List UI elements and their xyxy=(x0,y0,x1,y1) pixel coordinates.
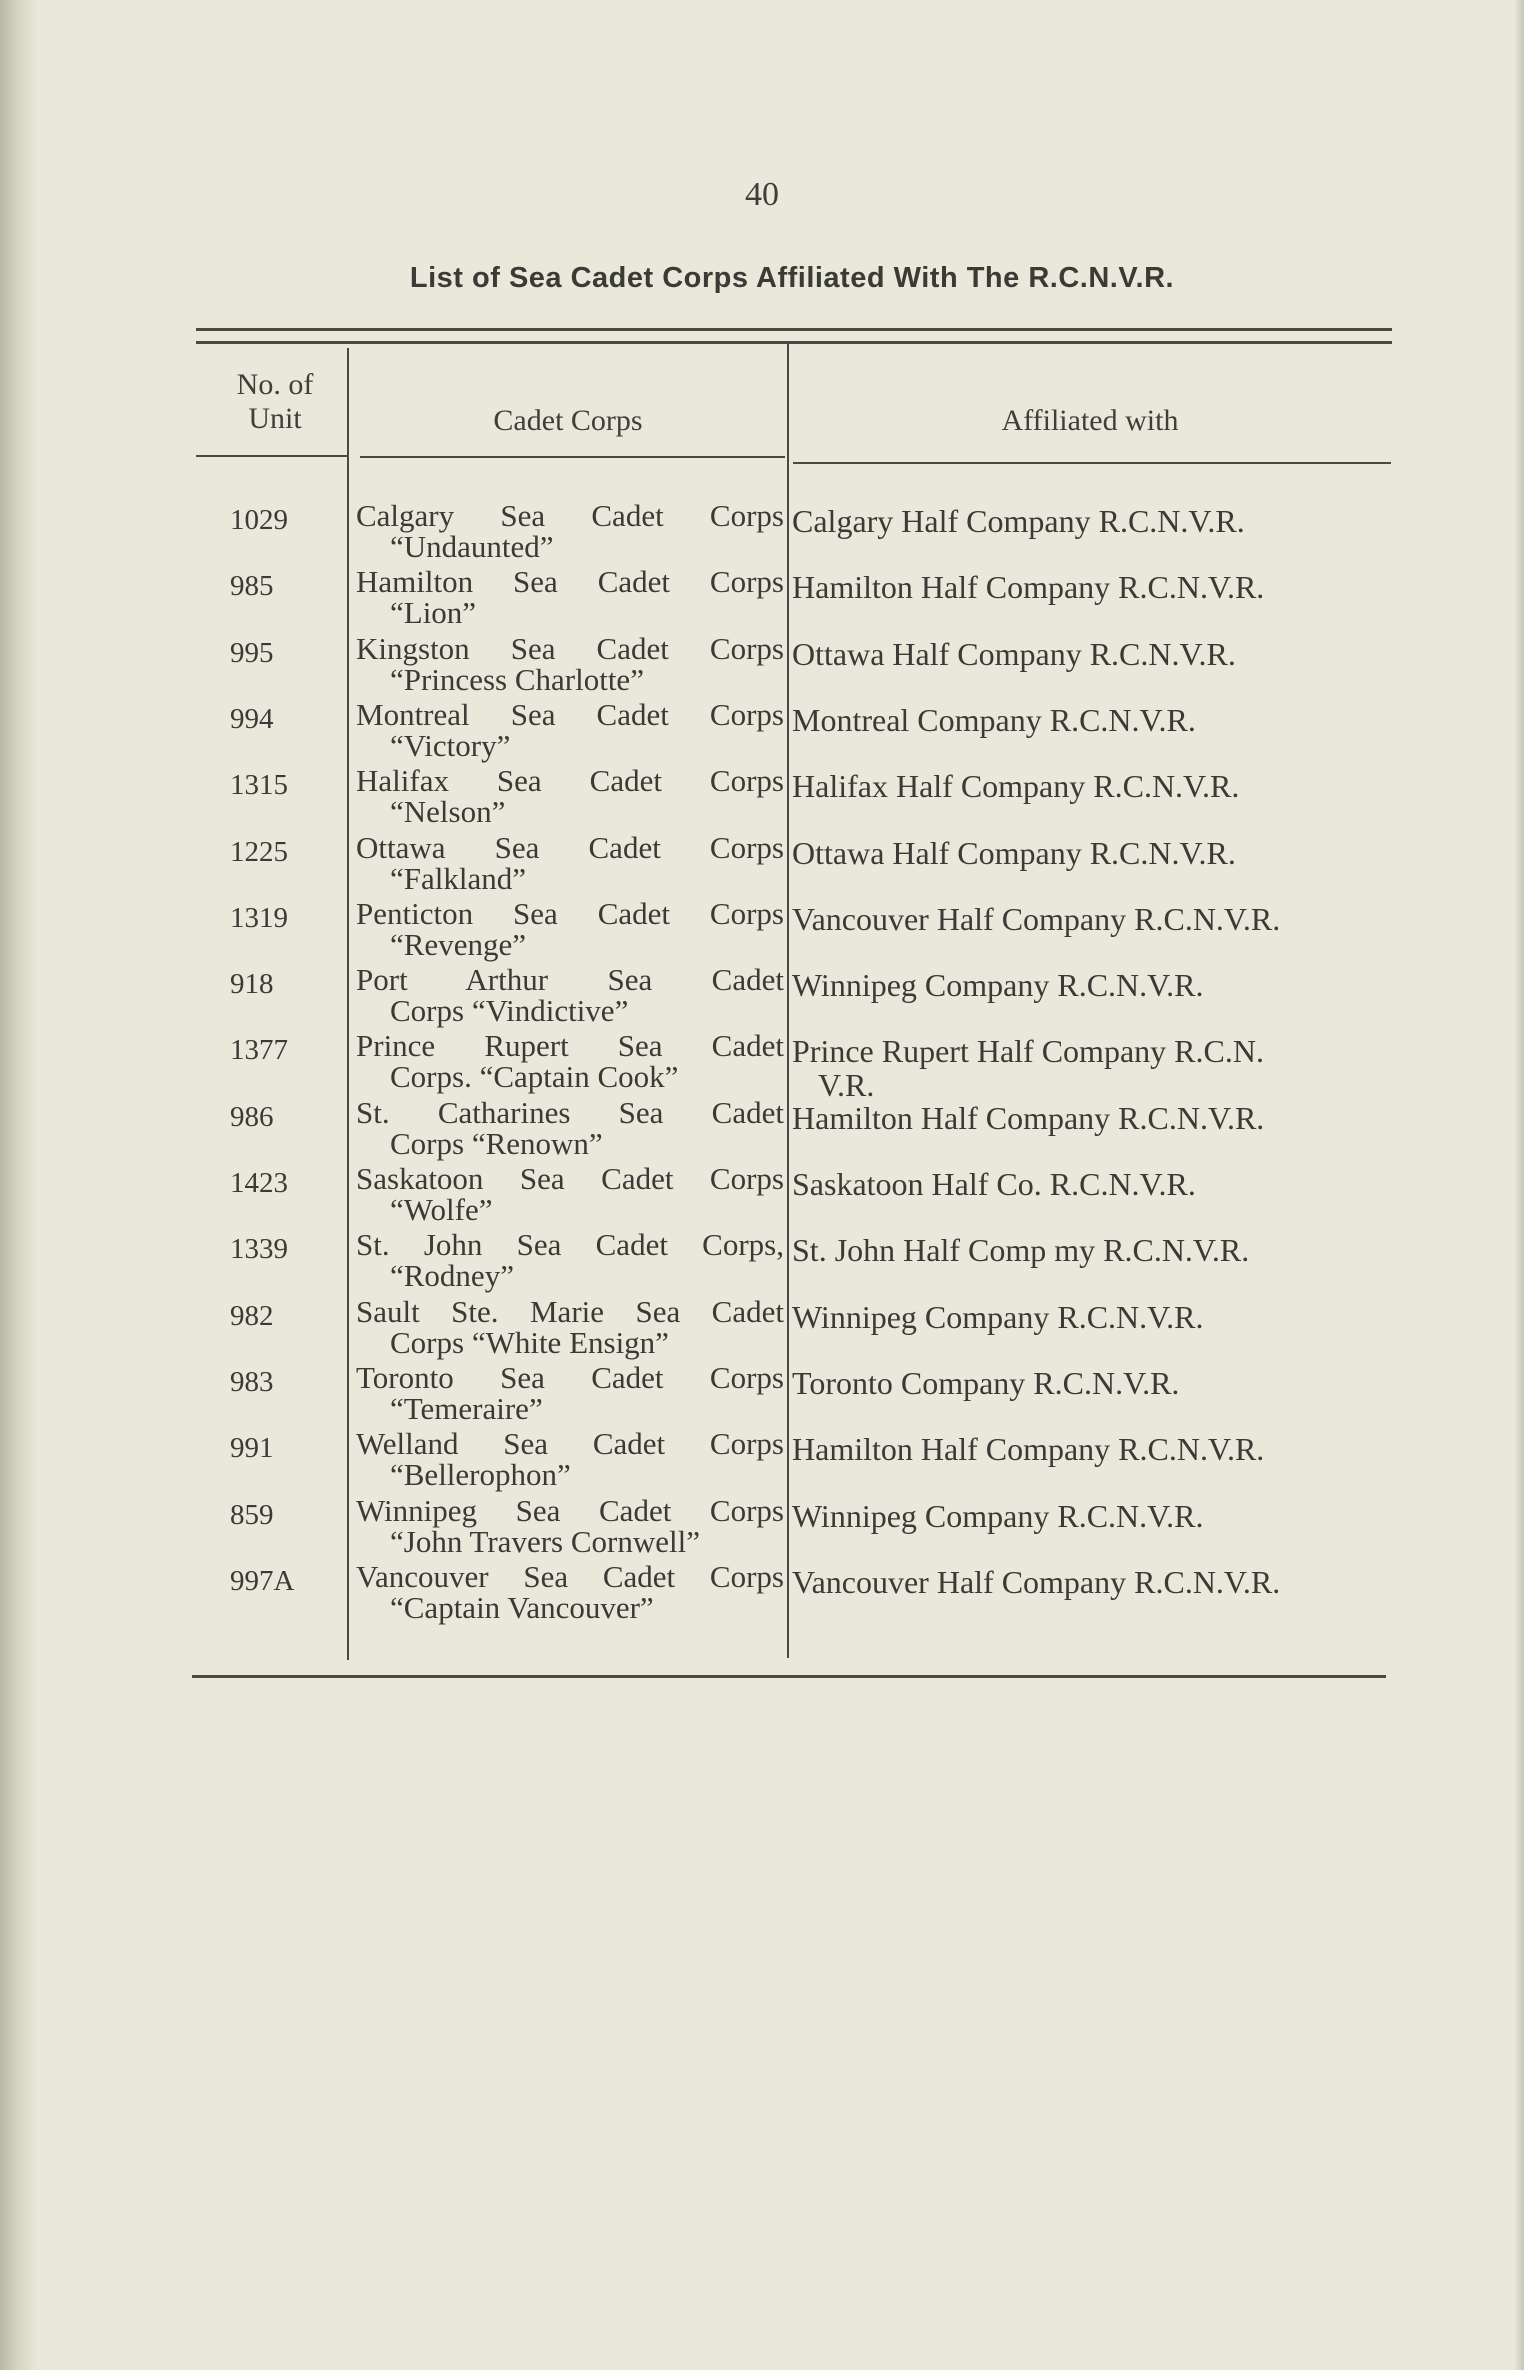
unit-number: 1377 xyxy=(230,1034,288,1066)
cadet-corps-cell xyxy=(356,765,784,827)
table-row xyxy=(0,633,1524,699)
cadet-corps-name: Prince Rupert Sea Cadet xyxy=(356,1028,784,1063)
cadet-corps-cell xyxy=(356,1561,784,1623)
affiliated-with-cell xyxy=(792,504,1392,538)
cadet-corps-name: Sault Ste. Marie Sea Cadet xyxy=(356,1294,784,1329)
cadet-corps-name: Winnipeg Sea Cadet Corps xyxy=(356,1493,784,1528)
cadet-corps-name: Calgary Sea Cadet Corps xyxy=(356,498,784,533)
table-top-double-rule xyxy=(196,328,1392,344)
table-row xyxy=(0,898,1524,964)
unit-number: 918 xyxy=(230,968,274,1000)
table-row xyxy=(0,699,1524,765)
cadet-corps-cell xyxy=(356,832,784,894)
affiliated-unit: Montreal Company R.C.N.V.R. xyxy=(792,702,1196,738)
cadet-corps-ship-name: Corps “Renown” xyxy=(390,1126,603,1161)
affiliated-with-cell xyxy=(792,1300,1392,1334)
unit-number: 859 xyxy=(230,1499,274,1531)
cadet-corps-ship-name: “Falkland” xyxy=(390,861,527,896)
unit-number: 991 xyxy=(230,1432,274,1464)
cadet-corps-cell xyxy=(356,566,784,628)
cadet-corps-ship-name: “Victory” xyxy=(390,728,511,763)
affiliated-with-cell xyxy=(792,1432,1392,1466)
affiliated-unit: Calgary Half Company R.C.N.V.R. xyxy=(792,503,1245,539)
cadet-corps-cell xyxy=(356,500,784,562)
affiliated-with-cell xyxy=(792,968,1392,1002)
unit-number: 1029 xyxy=(230,504,288,536)
affiliated-with-cell xyxy=(792,1499,1392,1533)
cadet-corps-cell xyxy=(356,1296,784,1358)
affiliated-with-cell xyxy=(792,836,1392,870)
affiliated-unit: Prince Rupert Half Company R.C.N. xyxy=(792,1033,1264,1069)
cadet-corps-cell xyxy=(356,1030,784,1092)
cadet-corps-name: Hamilton Sea Cadet Corps xyxy=(356,564,784,599)
table-row xyxy=(0,1163,1524,1229)
affiliated-unit: Ottawa Half Company R.C.N.V.R. xyxy=(792,835,1236,871)
header-underline-corps xyxy=(360,456,785,458)
affiliated-with-cell xyxy=(792,570,1392,604)
cadet-corps-ship-name: “Lion” xyxy=(390,595,477,630)
cadet-corps-name: Kingston Sea Cadet Corps xyxy=(356,631,784,666)
cadet-corps-cell xyxy=(356,1097,784,1159)
affiliated-unit: Halifax Half Company R.C.N.V.R. xyxy=(792,768,1240,804)
column-header-unit-line1: No. of xyxy=(236,368,314,401)
affiliated-unit: Vancouver Half Company R.C.N.V.R. xyxy=(792,901,1281,937)
unit-number: 995 xyxy=(230,637,274,669)
table-row xyxy=(0,1561,1524,1627)
cadet-corps-name: Penticton Sea Cadet Corps xyxy=(356,896,784,931)
affiliated-with-cell xyxy=(792,1366,1392,1400)
cadet-corps-ship-name: “Revenge” xyxy=(390,927,526,962)
table-row xyxy=(0,1229,1524,1295)
cadet-corps-cell xyxy=(356,1163,784,1225)
affiliated-unit: Winnipeg Company R.C.N.V.R. xyxy=(792,967,1204,1003)
affiliated-with-cell xyxy=(792,1565,1392,1599)
table-row xyxy=(0,1428,1524,1494)
page-title: List of Sea Cadet Corps Affiliated With The R.C.N.V.R. xyxy=(409,262,1175,294)
table-row xyxy=(0,1495,1524,1561)
cadet-corps-cell xyxy=(356,699,784,761)
affiliated-unit: Hamilton Half Company R.C.N.V.R. xyxy=(792,1431,1265,1467)
cadet-corps-cell xyxy=(356,1229,784,1291)
cadet-corps-cell xyxy=(356,964,784,1026)
cadet-corps-name: Toronto Sea Cadet Corps xyxy=(356,1360,784,1395)
affiliated-unit: Vancouver Half Company R.C.N.V.R. xyxy=(792,1564,1281,1600)
cadet-corps-name: Halifax Sea Cadet Corps xyxy=(356,763,784,798)
cadet-corps-name: St. John Sea Cadet Corps, xyxy=(356,1227,784,1262)
cadet-corps-cell xyxy=(356,1495,784,1557)
page-number: 40 xyxy=(745,176,779,213)
affiliated-unit: Winnipeg Company R.C.N.V.R. xyxy=(792,1299,1204,1335)
table-bottom-rule xyxy=(192,1675,1386,1678)
table-row xyxy=(0,832,1524,898)
header-underline-unit xyxy=(196,455,348,457)
cadet-corps-cell xyxy=(356,1362,784,1424)
cadet-corps-ship-name: “Captain Vancouver” xyxy=(390,1590,654,1625)
affiliated-unit: Ottawa Half Company R.C.N.V.R. xyxy=(792,636,1236,672)
column-header-unit xyxy=(210,368,340,436)
cadet-corps-cell xyxy=(356,633,784,695)
cadet-corps-ship-name: Corps “Vindictive” xyxy=(390,993,629,1028)
affiliated-with-cell xyxy=(792,769,1392,803)
cadet-corps-cell xyxy=(356,898,784,960)
unit-number: 997A xyxy=(230,1565,295,1597)
table-row xyxy=(0,1028,1524,1103)
cadet-corps-ship-name: Corps. “Captain Cook” xyxy=(390,1059,679,1094)
cadet-corps-name: Ottawa Sea Cadet Corps xyxy=(356,830,784,865)
table-row xyxy=(0,500,1524,566)
affiliated-with-cell xyxy=(792,1101,1392,1135)
unit-number: 1315 xyxy=(230,769,288,801)
cadet-corps-ship-name: “Undaunted” xyxy=(390,529,554,564)
affiliated-unit: Hamilton Half Company R.C.N.V.R. xyxy=(792,569,1265,605)
column-header-cadet-corps: Cadet Corps xyxy=(493,404,643,437)
cadet-corps-ship-name: Corps “White Ensign” xyxy=(390,1325,669,1360)
table-row xyxy=(0,566,1524,632)
affiliated-with-cell xyxy=(792,1034,1392,1102)
table-row xyxy=(0,1097,1524,1163)
cadet-corps-ship-name: “Princess Charlotte” xyxy=(390,662,644,697)
table-row xyxy=(0,1362,1524,1428)
cadet-corps-name: Montreal Sea Cadet Corps xyxy=(356,697,784,732)
column-header-unit-line2: Unit xyxy=(248,402,302,435)
cadet-corps-ship-name: “Rodney” xyxy=(390,1258,514,1293)
column-header-affiliated-with: Affiliated with xyxy=(1001,404,1179,437)
unit-number: 1423 xyxy=(230,1167,288,1199)
cadet-corps-name: St. Catharines Sea Cadet xyxy=(356,1095,784,1130)
affiliated-with-cell xyxy=(792,1167,1392,1201)
cadet-corps-ship-name: “Wolfe” xyxy=(390,1192,493,1227)
affiliated-with-cell xyxy=(792,703,1392,737)
unit-number: 994 xyxy=(230,703,274,735)
cadet-corps-name: Welland Sea Cadet Corps xyxy=(356,1426,784,1461)
unit-number: 982 xyxy=(230,1300,274,1332)
unit-number: 1225 xyxy=(230,836,288,868)
table-row xyxy=(0,964,1524,1030)
header-underline-affiliated xyxy=(793,462,1391,464)
affiliated-with-cell xyxy=(792,902,1392,936)
unit-number: 983 xyxy=(230,1366,274,1398)
cadet-corps-name: Vancouver Sea Cadet Corps xyxy=(356,1559,784,1594)
table-row xyxy=(0,1296,1524,1362)
unit-number: 1339 xyxy=(230,1233,288,1265)
affiliated-unit-continued: V.R. xyxy=(818,1067,875,1103)
affiliated-with-cell xyxy=(792,1233,1392,1267)
unit-number: 986 xyxy=(230,1101,274,1133)
affiliated-unit: St. John Half Comp my R.C.N.V.R. xyxy=(792,1232,1250,1268)
cadet-corps-ship-name: “John Travers Cornwell” xyxy=(390,1524,700,1559)
table-row xyxy=(0,765,1524,831)
unit-number: 1319 xyxy=(230,902,288,934)
cadet-corps-ship-name: “Bellerophon” xyxy=(390,1457,571,1492)
affiliated-unit: Saskatoon Half Co. R.C.N.V.R. xyxy=(792,1166,1196,1202)
cadet-corps-ship-name: “Temeraire” xyxy=(390,1391,543,1426)
cadet-corps-name: Port Arthur Sea Cadet xyxy=(356,962,784,997)
cadet-corps-cell xyxy=(356,1428,784,1490)
cadet-corps-ship-name: “Nelson” xyxy=(390,794,506,829)
affiliated-with-cell xyxy=(792,637,1392,671)
cadet-corps-name: Saskatoon Sea Cadet Corps xyxy=(356,1161,784,1196)
affiliated-unit: Toronto Company R.C.N.V.R. xyxy=(792,1365,1180,1401)
affiliated-unit: Winnipeg Company R.C.N.V.R. xyxy=(792,1498,1204,1534)
affiliated-unit: Hamilton Half Company R.C.N.V.R. xyxy=(792,1100,1265,1136)
unit-number: 985 xyxy=(230,570,274,602)
